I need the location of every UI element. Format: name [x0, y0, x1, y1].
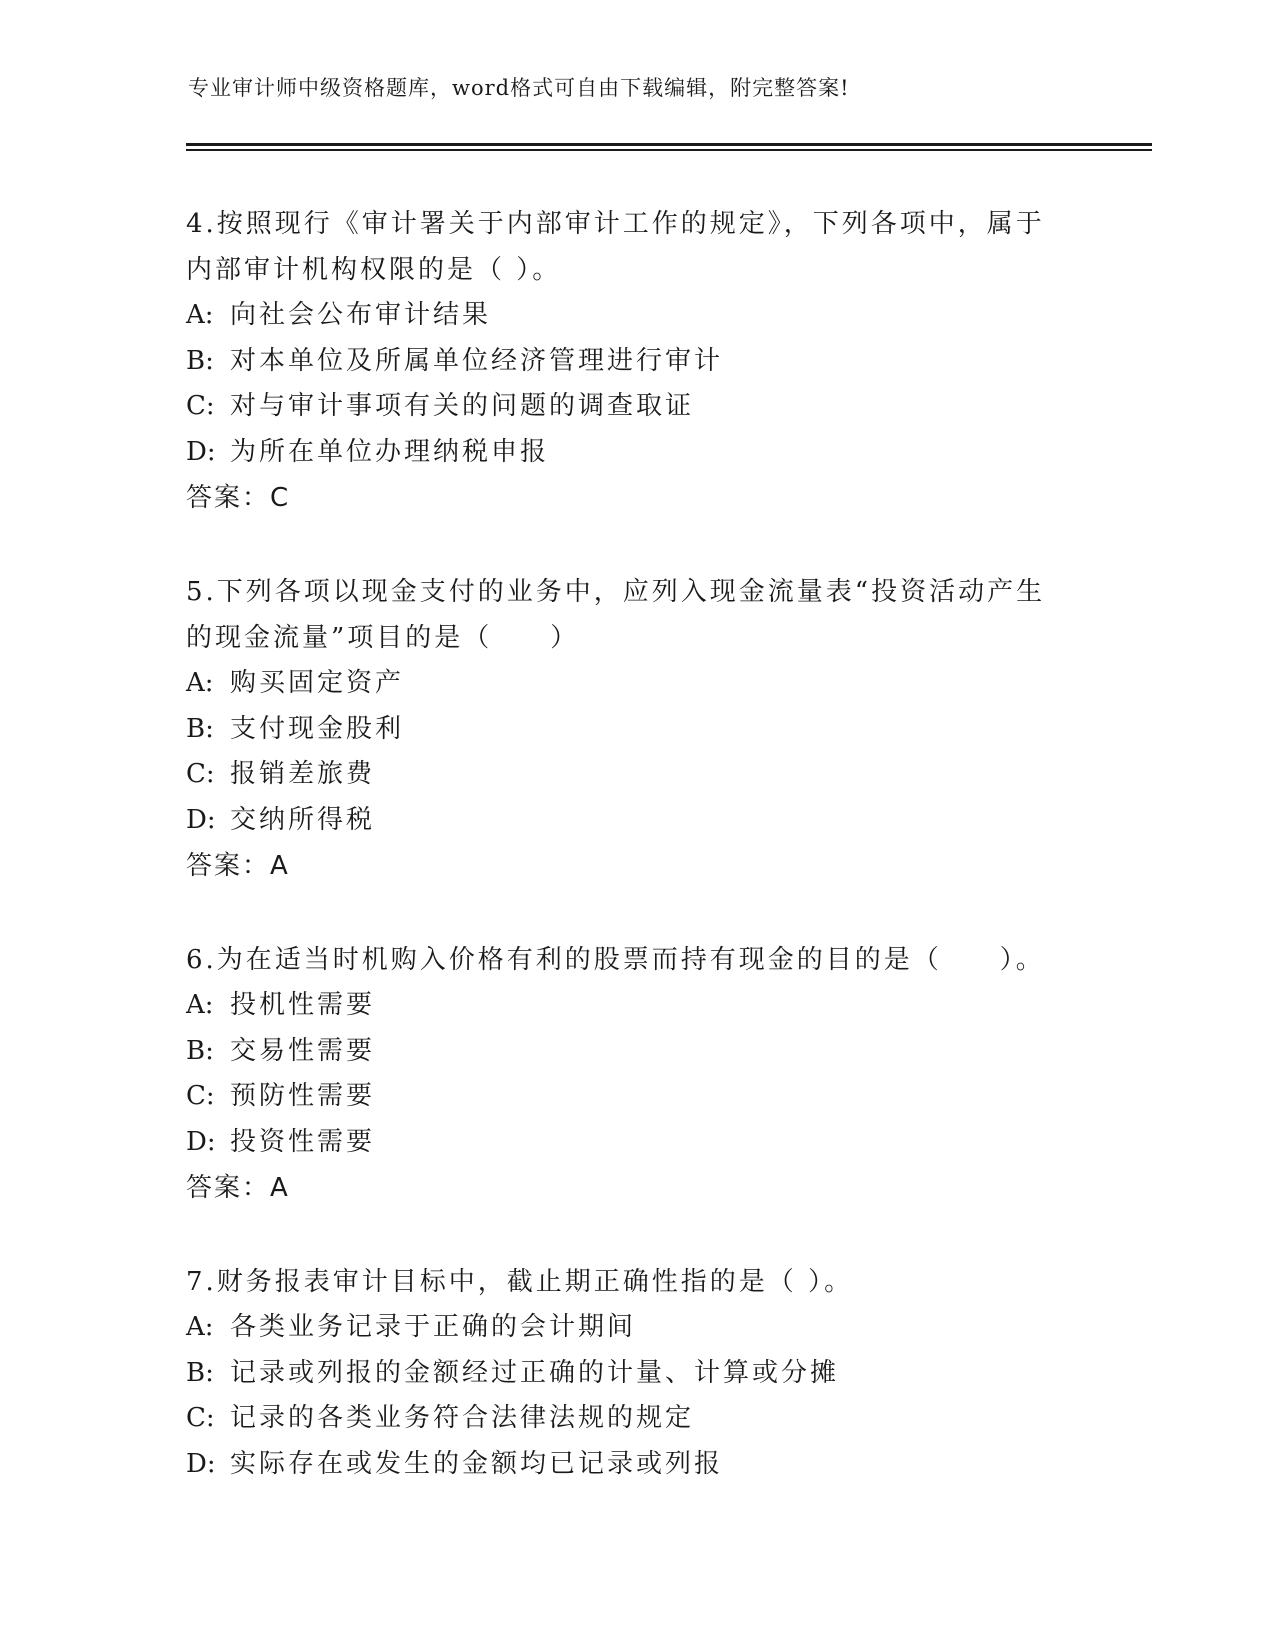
option-d — [186, 430, 1086, 476]
option-d — [186, 1120, 1086, 1166]
option-text: 交易性需要 — [230, 1035, 376, 1066]
option-b — [186, 1029, 1086, 1075]
option-label: C: — [186, 1081, 215, 1111]
option-text: 记录的各类业务符合法律法规的规定 — [230, 1403, 695, 1433]
option-c — [186, 384, 1086, 430]
option-label: C: — [186, 391, 215, 421]
question-stem: 5.下列各项以现金支付的业务中，应列入现金流量表“投资活动产生的现金流量”项目的是（ ） — [186, 577, 1046, 653]
option-d — [186, 798, 1086, 844]
header-divider-thick — [186, 143, 1152, 146]
option-a — [186, 1305, 1086, 1351]
option-text: 记录或列报的金额经过正确的计量、计算或分摊 — [230, 1357, 840, 1388]
option-text: 对与审计事项有关的问题的调查取证 — [230, 391, 695, 421]
option-label: C: — [186, 759, 215, 789]
option-text: 对本单位及所属单位经济管理进行审计 — [230, 345, 724, 376]
option-text: 为所在单位办理纳税申报 — [230, 436, 550, 467]
question-4 — [186, 201, 1086, 521]
option-a — [186, 293, 1086, 339]
option-text: 交纳所得税 — [230, 804, 376, 835]
option-b — [186, 1351, 1086, 1397]
question-stem: 6.为在适当时机购入价格有利的股票而持有现金的目的是（ ）。 — [186, 945, 1045, 975]
option-text: 报销差旅费 — [230, 759, 376, 789]
option-text: 预防性需要 — [230, 1081, 376, 1111]
option-label: B: — [186, 1035, 214, 1066]
option-c — [186, 752, 1086, 798]
option-d — [186, 1442, 1086, 1488]
question-list — [186, 201, 1086, 1535]
option-text: 支付现金股利 — [230, 713, 405, 744]
option-label: B: — [186, 713, 214, 744]
option-label: B: — [186, 1357, 214, 1388]
option-label: D: — [186, 1126, 216, 1157]
question-stem: 7.财务报表审计目标中，截止期正确性指的是（ ）。 — [186, 1267, 854, 1297]
option-label: A: — [186, 990, 214, 1020]
answer-line: 答案：A — [186, 851, 290, 881]
option-text: 投机性需要 — [230, 990, 376, 1020]
option-text: 购买固定资产 — [230, 668, 405, 698]
header-divider-thin — [186, 149, 1152, 151]
option-text: 向社会公布审计结果 — [230, 300, 492, 330]
option-label: C: — [186, 1403, 215, 1433]
option-b — [186, 339, 1086, 385]
option-text: 实际存在或发生的金额均已记录或列报 — [230, 1448, 724, 1479]
option-label: A: — [186, 300, 214, 330]
question-6 — [186, 937, 1086, 1211]
question-stem: 4.按照现行《审计署关于内部审计工作的规定》，下列各项中，属于内部审计机构权限的是（ ）。 — [186, 209, 1045, 285]
option-a — [186, 983, 1086, 1029]
option-c — [186, 1396, 1086, 1442]
option-label: D: — [186, 804, 216, 835]
question-5 — [186, 569, 1086, 889]
option-label: A: — [186, 1312, 214, 1342]
option-text: 各类业务记录于正确的会计期间 — [230, 1312, 637, 1342]
option-label: B: — [186, 345, 214, 376]
option-label: A: — [186, 668, 214, 698]
option-c — [186, 1074, 1086, 1120]
option-label: D: — [186, 436, 216, 467]
option-label: D: — [186, 1448, 216, 1479]
option-b — [186, 707, 1086, 753]
answer-line: 答案：A — [186, 1173, 290, 1203]
option-text: 投资性需要 — [230, 1126, 376, 1157]
answer-line: 答案：C — [186, 483, 291, 513]
page-header-text: 专业审计师中级资格题库，word格式可自由下载编辑，附完整答案! — [188, 76, 850, 100]
option-a — [186, 661, 1086, 707]
question-7 — [186, 1259, 1086, 1487]
